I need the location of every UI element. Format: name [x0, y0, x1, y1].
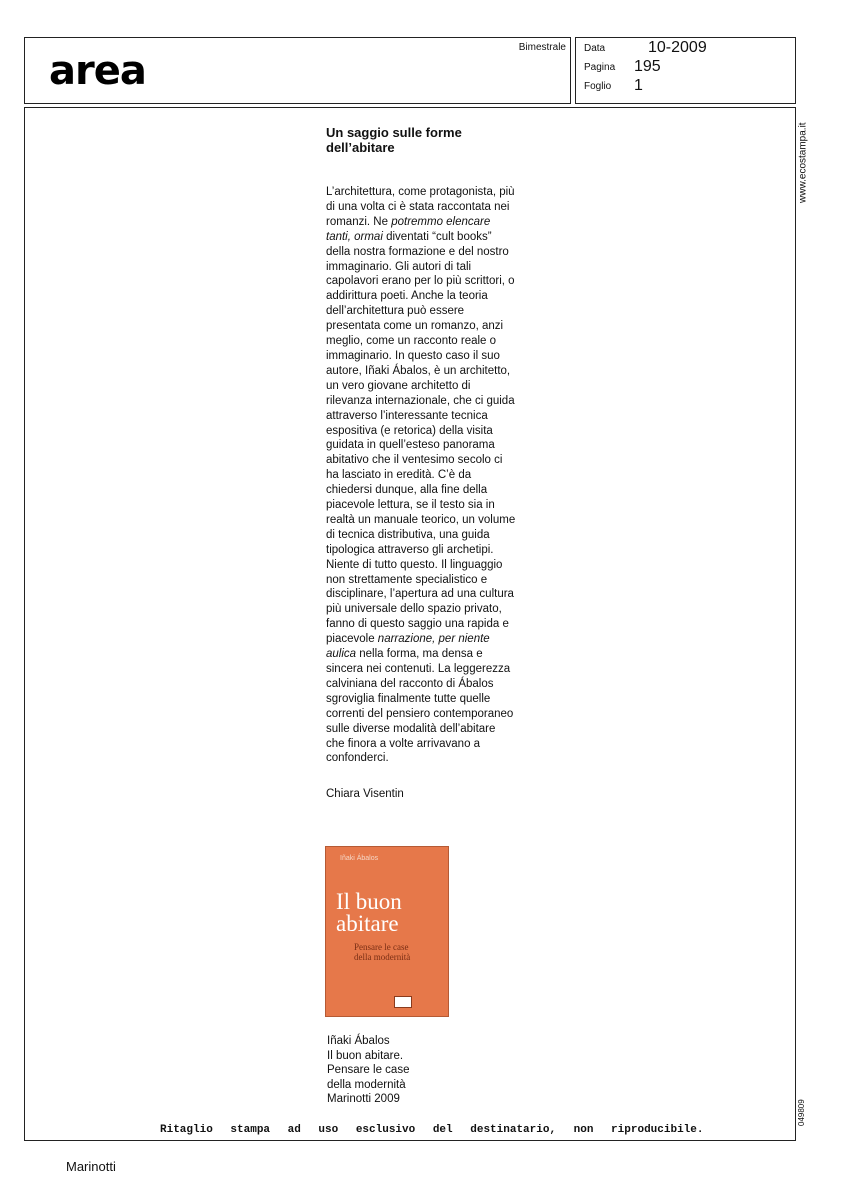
article-italic-2: narrazione, per niente aulica — [326, 633, 490, 661]
meta-value-page: 195 — [634, 58, 661, 75]
article-author: Chiara Visentin — [326, 788, 404, 801]
caption-line: della modernità — [327, 1078, 406, 1091]
clipping-meta-box — [575, 37, 796, 104]
book-cover-image — [325, 846, 449, 1017]
book-caption — [327, 1034, 409, 1107]
caption-line: Il buon abitare. — [327, 1049, 404, 1062]
article — [326, 125, 516, 800]
publication-logo: area — [49, 48, 146, 94]
publisher-logo-icon — [394, 996, 412, 1008]
cover-title-line-1: Il buon — [336, 889, 402, 914]
publication-frequency: Bimestrale — [518, 42, 566, 53]
meta-value-date: 10-2009 — [648, 39, 707, 56]
article-italic-1: potremmo elencare tanti, ormai — [326, 215, 491, 243]
clipping-code: 049809 — [797, 1099, 806, 1126]
meta-label-date: Data — [584, 43, 606, 54]
caption-line: Iñaki Ábalos — [327, 1035, 390, 1047]
article-body — [326, 185, 516, 766]
article-text-3: nella forma, ma densa e sincera nei contenuti. La leggerezza calviniana del racconto di Ábalos sgroviglia finalmente tutte quelle correnti del pensiero contemporaneo sulle diverse modalità dell’abitare che finora a volte arrivavano a confonderci. — [326, 648, 514, 765]
cover-author: Iñaki Ábalos — [340, 855, 379, 862]
cover-title — [336, 891, 402, 935]
caption-line: Pensare le case — [327, 1064, 410, 1076]
publisher-name: Marinotti — [66, 1159, 116, 1174]
article-text-1: L’architettura, come protagonista, più di una volta ci è stata raccontata nei romanzi. Ne — [326, 186, 515, 228]
cover-title-line-2: abitare — [336, 911, 399, 936]
masthead-box — [24, 37, 571, 104]
caption-line: Marinotti 2009 — [327, 1093, 400, 1105]
copyright-notice: Ritaglio stampa ad uso esclusivo del destinatario, non riproducibile. — [160, 1124, 704, 1136]
cover-subtitle — [354, 942, 410, 962]
article-text-2: diventati “cult books” della nostra formazione e del nostro immaginario. Gli autori di tali capolavori erano per lo più scrittori, o addirittura poeti. Anche la teoria dell’architettura può essere presentata come un romanzo, anzi meglio, come un racconto reale o immaginario. In questo caso il suo autore, Iñaki Ábalos, è un architetto, un vero giovane architetto di rilevanza internazionale, che ci guida attraverso l’interessante tecnica espositiva (e retorica) della visita guidata in quell’esteso panorama abitativo che il ventesimo secolo ci ha lasciato in eredità. C’è da chiedersi dunque, alla fine della piacevole lettura, se il testo sia in realtà un manuale teorico, un volume di tecnica distributiva, una guida tipologica attraverso gli archetipi. Niente di tutto questo. Il linguaggio non strettamente specialistico e disciplinare, l’apertura ad una cultura più universale dello spazio privato, fanno di questo saggio una rapida e piacevole — [326, 230, 516, 646]
article-title: Un saggio sulle forme dell’abitare — [326, 125, 462, 155]
meta-label-page: Pagina — [584, 62, 616, 73]
cover-subtitle-line-1: Pensare le case — [354, 942, 409, 952]
ecostampa-url: www.ecostampa.it — [797, 122, 809, 204]
meta-label-sheet: Foglio — [584, 81, 612, 92]
meta-value-sheet: 1 — [634, 77, 643, 94]
cover-subtitle-line-2: della modernità — [354, 952, 411, 962]
